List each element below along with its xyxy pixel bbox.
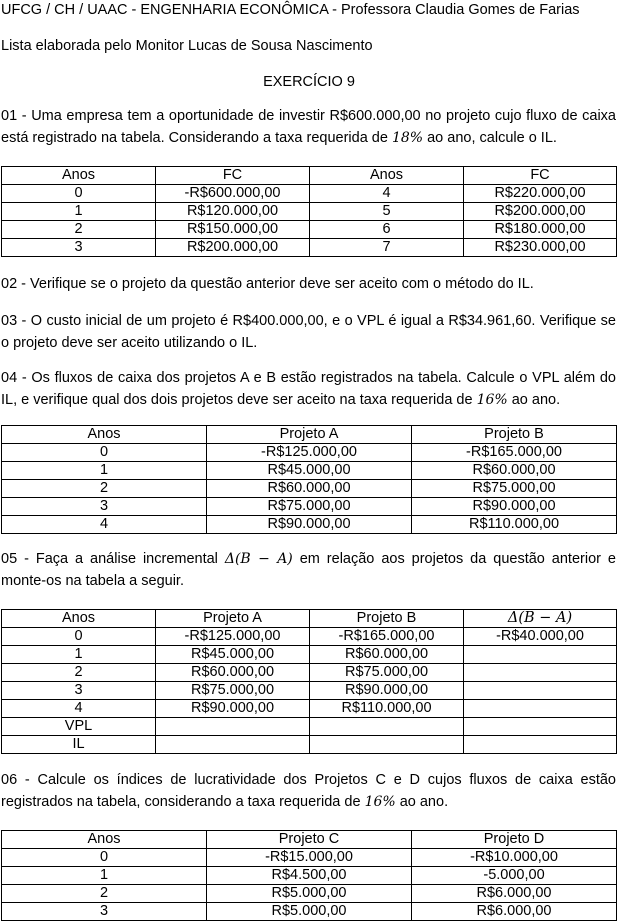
header-cell: Projeto A [207, 426, 412, 444]
table-row [2, 203, 617, 221]
question-6-table [1, 830, 617, 921]
table-cell: 2 [2, 885, 207, 903]
table-cell: 2 [2, 664, 156, 682]
table-row [2, 646, 617, 664]
table-cell: 1 [2, 646, 156, 664]
table-cell: R$45.000,00 [207, 462, 412, 480]
table-cell: R$230.000,00 [464, 239, 617, 257]
table-cell: -R$15.000,00 [207, 849, 412, 867]
question-6-rate: 16% [364, 794, 396, 810]
header-cell: Projeto A [156, 610, 310, 628]
table-cell: R$110.000,00 [412, 516, 617, 534]
header-cell: FC [464, 167, 617, 185]
header-cell: Anos [2, 831, 207, 849]
header-cell-delta: Δ(B − A) [464, 610, 617, 628]
table-cell: 0 [2, 185, 156, 203]
exercise-title: EXERCÍCIO 9 [263, 74, 355, 90]
header-cell: Anos [2, 167, 156, 185]
table-row-il [2, 736, 617, 754]
question-1-table [1, 166, 617, 257]
table-cell: R$180.000,00 [464, 221, 617, 239]
table-cell: 0 [2, 849, 207, 867]
table-cell: -R$600.000,00 [156, 185, 310, 203]
table-cell: -R$165.000,00 [412, 444, 617, 462]
table-row [2, 903, 617, 921]
table-cell [464, 664, 617, 682]
table-cell: -R$125.000,00 [207, 444, 412, 462]
table-header-row [2, 167, 617, 185]
question-5-table [1, 609, 617, 754]
table-cell: -R$40.000,00 [464, 628, 617, 646]
table-cell: 2 [2, 480, 207, 498]
header-cell: Anos [2, 610, 156, 628]
question-5-delta: Δ(B − A) [224, 551, 293, 567]
table-cell: R$90.000,00 [412, 498, 617, 516]
table-row [2, 480, 617, 498]
question-1-text [1, 105, 616, 149]
table-header-row [2, 426, 617, 444]
question-5-text [1, 548, 616, 592]
header-cell: Anos [310, 167, 464, 185]
table-cell: 4 [2, 516, 207, 534]
header-line-1: UFCG / CH / UAAC - ENGENHARIA ECONÔMICA - Professora Claudia Gomes de Farias [1, 2, 580, 18]
table-cell: R$75.000,00 [156, 682, 310, 700]
table-cell: 3 [2, 903, 207, 921]
question-6-text-part-2: ao ano. [395, 794, 449, 810]
table-cell: R$60.000,00 [156, 664, 310, 682]
header-line-2: Lista elaborada pelo Monitor Lucas de Sousa Nascimento [1, 38, 373, 54]
table-cell: R$6.000,00 [412, 903, 617, 921]
question-6-text [1, 769, 616, 813]
table-row [2, 664, 617, 682]
table-cell: R$45.000,00 [156, 646, 310, 664]
question-6-text-part-1: 06 - Calcule os índices de lucratividade dos Projetos C e D cujos fluxos de caixa estão registrados na tabela, considerando a taxa requerida de [1, 772, 616, 810]
question-4-text-part-1: 04 - Os fluxos de caixa dos projetos A e B estão registrados na tabela. Calcule o VPL além do IL, e verifique qual dos dois projetos deve ser aceito na taxa requerida de [1, 370, 616, 408]
table-row [2, 628, 617, 646]
question-1-rate: 18% [391, 130, 424, 146]
table-row [2, 849, 617, 867]
question-5-text-part-2: em relação aos projetos da questão anterior e monte-os na tabela a seguir. [1, 551, 616, 589]
table-cell: R$75.000,00 [412, 480, 617, 498]
header-cell: Projeto B [412, 426, 617, 444]
table-cell: -R$10.000,00 [412, 849, 617, 867]
table-cell: 4 [2, 700, 156, 718]
question-1-text-part-1: 01 - Uma empresa tem a oportunidade de investir R$600.000,00 no projeto cujo fluxo de caixa está registrado na tabela. Considerando a taxa requerida de [1, 108, 616, 146]
table-cell: R$5.000,00 [207, 885, 412, 903]
table-cell: R$200.000,00 [156, 239, 310, 257]
table-cell: 2 [2, 221, 156, 239]
table-cell [156, 718, 310, 736]
table-cell: R$90.000,00 [310, 682, 464, 700]
question-4-table [1, 425, 617, 534]
table-cell [464, 718, 617, 736]
question-4-text-part-2: ao ano. [507, 392, 561, 408]
table-cell: R$75.000,00 [207, 498, 412, 516]
table-cell: R$6.000,00 [412, 885, 617, 903]
table-row [2, 867, 617, 885]
table-row [2, 239, 617, 257]
table-cell: 3 [2, 682, 156, 700]
table-row [2, 444, 617, 462]
table-cell [310, 718, 464, 736]
question-4-text [1, 367, 616, 411]
table-row [2, 682, 617, 700]
question-3-text: 03 - O custo inicial de um projeto é R$400.000,00, e o VPL é igual a R$34.961,60. Verifique se o projeto deve ser aceito utilizando o IL. [1, 313, 616, 351]
table-row [2, 885, 617, 903]
table-cell: 3 [2, 498, 207, 516]
table-cell: R$220.000,00 [464, 185, 617, 203]
table-row [2, 498, 617, 516]
header-cell: FC [156, 167, 310, 185]
table-cell: -5.000,00 [412, 867, 617, 885]
table-cell: 4 [310, 185, 464, 203]
table-row [2, 462, 617, 480]
table-cell: R$200.000,00 [464, 203, 617, 221]
table-row-vpl [2, 718, 617, 736]
table-cell: VPL [2, 718, 156, 736]
table-row [2, 221, 617, 239]
table-row [2, 185, 617, 203]
table-cell: 1 [2, 203, 156, 221]
table-cell: 1 [2, 462, 207, 480]
table-cell: R$4.500,00 [207, 867, 412, 885]
table-cell [464, 646, 617, 664]
table-cell: R$75.000,00 [310, 664, 464, 682]
question-2-text: 02 - Verifique se o projeto da questão anterior deve ser aceito com o método do IL. [1, 276, 534, 292]
table-cell: 0 [2, 444, 207, 462]
table-cell: R$90.000,00 [207, 516, 412, 534]
table-cell: 7 [310, 239, 464, 257]
header-cell: Anos [2, 426, 207, 444]
table-cell: R$150.000,00 [156, 221, 310, 239]
table-cell: R$60.000,00 [310, 646, 464, 664]
table-cell: 1 [2, 867, 207, 885]
table-row [2, 516, 617, 534]
table-cell: R$60.000,00 [207, 480, 412, 498]
table-cell: R$120.000,00 [156, 203, 310, 221]
table-cell: R$60.000,00 [412, 462, 617, 480]
table-cell: 3 [2, 239, 156, 257]
table-cell [464, 682, 617, 700]
table-cell [464, 736, 617, 754]
table-cell: R$5.000,00 [207, 903, 412, 921]
question-4-rate: 16% [476, 392, 508, 408]
table-cell: R$90.000,00 [156, 700, 310, 718]
table-cell [310, 736, 464, 754]
table-header-row [2, 610, 617, 628]
table-cell: 0 [2, 628, 156, 646]
table-cell: 6 [310, 221, 464, 239]
table-cell [464, 700, 617, 718]
table-cell: IL [2, 736, 156, 754]
question-1-text-part-2: ao ano, calcule o IL. [423, 130, 557, 146]
table-cell [156, 736, 310, 754]
table-cell: -R$125.000,00 [156, 628, 310, 646]
header-cell: Projeto C [207, 831, 412, 849]
header-cell: Projeto B [310, 610, 464, 628]
table-row [2, 700, 617, 718]
table-cell: 5 [310, 203, 464, 221]
question-5-text-part-1: 05 - Faça a análise incremental [1, 551, 225, 567]
table-cell: R$110.000,00 [310, 700, 464, 718]
table-header-row [2, 831, 617, 849]
table-cell: -R$165.000,00 [310, 628, 464, 646]
header-cell: Projeto D [412, 831, 617, 849]
